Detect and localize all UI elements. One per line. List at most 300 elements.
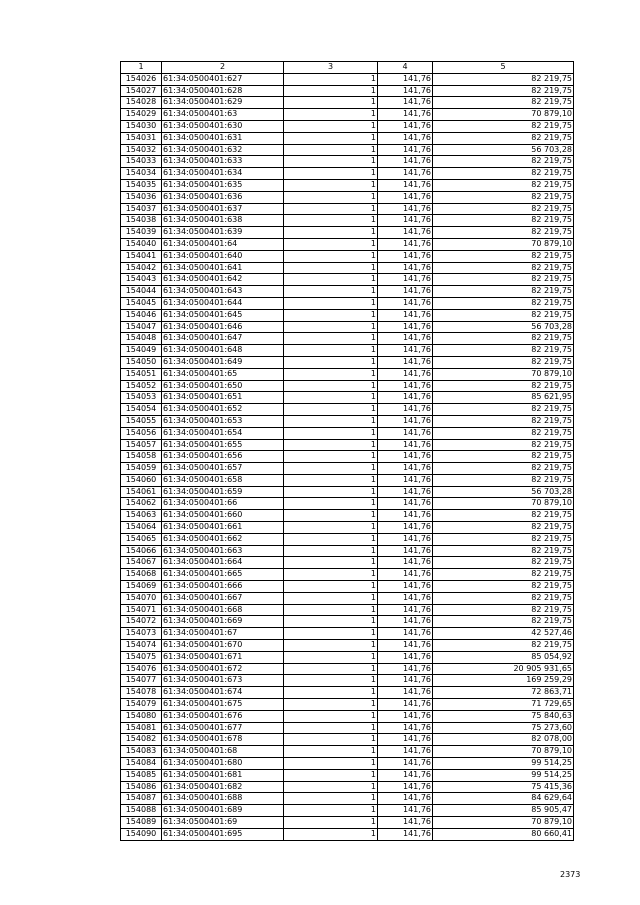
table-cell: 1	[284, 345, 378, 357]
table-cell: 141,76	[378, 510, 433, 522]
table-cell: 141,76	[378, 545, 433, 557]
table-cell: 61:34:0500401:689	[162, 805, 284, 817]
table-cell: 82 219,75	[433, 345, 574, 357]
table-cell: 1	[284, 250, 378, 262]
table-row	[121, 144, 574, 156]
table-cell: 154056	[121, 427, 162, 439]
table-cell: 1	[284, 85, 378, 97]
table-cell: 141,76	[378, 168, 433, 180]
table-row	[121, 274, 574, 286]
table-cell: 82 219,75	[433, 333, 574, 345]
table-row	[121, 616, 574, 628]
table-cell: 1	[284, 722, 378, 734]
table-cell: 141,76	[378, 628, 433, 640]
table-cell: 1	[284, 628, 378, 640]
table-cell: 61:34:0500401:668	[162, 604, 284, 616]
table-cell: 1	[284, 805, 378, 817]
table-cell: 61:34:0500401:660	[162, 510, 284, 522]
table-cell: 141,76	[378, 699, 433, 711]
table-cell: 141,76	[378, 392, 433, 404]
table-cell: 61:34:0500401:627	[162, 73, 284, 85]
table-cell: 1	[284, 817, 378, 829]
table-cell: 1	[284, 758, 378, 770]
table-cell: 141,76	[378, 522, 433, 534]
table-cell: 1	[284, 710, 378, 722]
table-cell: 141,76	[378, 109, 433, 121]
table-cell: 61:34:0500401:682	[162, 781, 284, 793]
table-cell: 154032	[121, 144, 162, 156]
table-cell: 61:34:0500401:672	[162, 663, 284, 675]
table-cell: 61:34:0500401:695	[162, 828, 284, 840]
table-cell: 141,76	[378, 828, 433, 840]
table-row	[121, 522, 574, 534]
table-cell: 141,76	[378, 734, 433, 746]
table-cell: 1	[284, 522, 378, 534]
table-cell: 61:34:0500401:655	[162, 439, 284, 451]
table-cell: 141,76	[378, 557, 433, 569]
table-cell: 154050	[121, 356, 162, 368]
table-row	[121, 710, 574, 722]
table-cell: 154055	[121, 415, 162, 427]
table-cell: 154046	[121, 309, 162, 321]
table-cell: 1	[284, 663, 378, 675]
table-cell: 1	[284, 427, 378, 439]
table-cell: 82 219,75	[433, 522, 574, 534]
table-cell: 141,76	[378, 274, 433, 286]
table-cell: 1	[284, 415, 378, 427]
table-row	[121, 215, 574, 227]
table-cell: 141,76	[378, 604, 433, 616]
table-cell: 1	[284, 168, 378, 180]
table-cell: 61:34:0500401:66	[162, 498, 284, 510]
table-cell: 154084	[121, 758, 162, 770]
table-cell: 141,76	[378, 498, 433, 510]
table-cell: 154088	[121, 805, 162, 817]
table-cell: 154068	[121, 569, 162, 581]
table-row	[121, 663, 574, 675]
table-cell: 154037	[121, 203, 162, 215]
table-cell: 1	[284, 769, 378, 781]
table-row	[121, 581, 574, 593]
table-cell: 141,76	[378, 592, 433, 604]
table-cell: 61:34:0500401:639	[162, 227, 284, 239]
table-cell: 61:34:0500401:670	[162, 640, 284, 652]
table-cell: 1	[284, 533, 378, 545]
table-cell: 61:34:0500401:67	[162, 628, 284, 640]
table-cell: 71 729,65	[433, 699, 574, 711]
table-cell: 141,76	[378, 569, 433, 581]
table-cell: 169 259,29	[433, 675, 574, 687]
table-row	[121, 321, 574, 333]
table-row	[121, 510, 574, 522]
table-cell: 154077	[121, 675, 162, 687]
table-row	[121, 262, 574, 274]
table-cell: 154051	[121, 368, 162, 380]
table-cell: 154054	[121, 404, 162, 416]
table-cell: 154085	[121, 769, 162, 781]
table-cell: 61:34:0500401:673	[162, 675, 284, 687]
table-cell: 154063	[121, 510, 162, 522]
table-cell: 141,76	[378, 817, 433, 829]
table-cell: 1	[284, 604, 378, 616]
table-cell: 61:34:0500401:634	[162, 168, 284, 180]
table-cell: 85 905,47	[433, 805, 574, 817]
table-cell: 141,76	[378, 722, 433, 734]
table-row	[121, 85, 574, 97]
table-cell: 70 879,10	[433, 498, 574, 510]
table-cell: 141,76	[378, 156, 433, 168]
table-cell: 1	[284, 380, 378, 392]
table-cell: 154045	[121, 297, 162, 309]
table-cell: 141,76	[378, 663, 433, 675]
table-cell: 61:34:0500401:671	[162, 651, 284, 663]
table-cell: 75 273,60	[433, 722, 574, 734]
table-cell: 141,76	[378, 333, 433, 345]
table-cell: 141,76	[378, 781, 433, 793]
table-cell: 1	[284, 828, 378, 840]
table-row	[121, 368, 574, 380]
table-cell: 82 219,75	[433, 439, 574, 451]
table-cell: 61:34:0500401:669	[162, 616, 284, 628]
table-cell: 70 879,10	[433, 368, 574, 380]
table-cell: 154086	[121, 781, 162, 793]
table-cell: 154026	[121, 73, 162, 85]
table-cell: 61:34:0500401:680	[162, 758, 284, 770]
table-cell: 61:34:0500401:647	[162, 333, 284, 345]
table-cell: 61:34:0500401:646	[162, 321, 284, 333]
table-cell: 154029	[121, 109, 162, 121]
table-row	[121, 722, 574, 734]
table-cell: 154081	[121, 722, 162, 734]
table-cell: 82 219,75	[433, 227, 574, 239]
table-cell: 82 219,75	[433, 415, 574, 427]
table-cell: 154090	[121, 828, 162, 840]
table-cell: 141,76	[378, 345, 433, 357]
table-row	[121, 380, 574, 392]
table-cell: 85 621,95	[433, 392, 574, 404]
table-cell: 82 219,75	[433, 604, 574, 616]
table-cell: 154078	[121, 687, 162, 699]
table-cell: 61:34:0500401:68	[162, 746, 284, 758]
table-cell: 1	[284, 368, 378, 380]
table-cell: 82 219,75	[433, 262, 574, 274]
table-cell: 61:34:0500401:630	[162, 120, 284, 132]
table-cell: 61:34:0500401:659	[162, 486, 284, 498]
table-cell: 141,76	[378, 793, 433, 805]
table-cell: 141,76	[378, 191, 433, 203]
table-cell: 141,76	[378, 144, 433, 156]
table-cell: 141,76	[378, 85, 433, 97]
table-row	[121, 250, 574, 262]
table-cell: 61:34:0500401:64	[162, 238, 284, 250]
table-cell: 61:34:0500401:641	[162, 262, 284, 274]
table-cell: 1	[284, 404, 378, 416]
table-cell: 82 219,75	[433, 97, 574, 109]
table-cell: 61:34:0500401:662	[162, 533, 284, 545]
table-row	[121, 675, 574, 687]
table-cell: 154034	[121, 168, 162, 180]
table-cell: 1	[284, 581, 378, 593]
table-cell: 141,76	[378, 616, 433, 628]
table-cell: 61:34:0500401:674	[162, 687, 284, 699]
table-row	[121, 463, 574, 475]
table-cell: 141,76	[378, 710, 433, 722]
table-cell: 1	[284, 203, 378, 215]
column-header: 3	[284, 62, 378, 74]
table-cell: 61:34:0500401:63	[162, 109, 284, 121]
table-cell: 154035	[121, 179, 162, 191]
table-cell: 154047	[121, 321, 162, 333]
table-cell: 82 219,75	[433, 592, 574, 604]
table-cell: 154064	[121, 522, 162, 534]
table-cell: 1	[284, 557, 378, 569]
table-cell: 61:34:0500401:631	[162, 132, 284, 144]
table-cell: 61:34:0500401:65	[162, 368, 284, 380]
table-cell: 70 879,10	[433, 817, 574, 829]
table-cell: 154028	[121, 97, 162, 109]
table-cell: 1	[284, 297, 378, 309]
table-cell: 56 703,28	[433, 144, 574, 156]
table-cell: 82 219,75	[433, 203, 574, 215]
table-cell: 82 219,75	[433, 156, 574, 168]
table-cell: 72 863,71	[433, 687, 574, 699]
table-row	[121, 191, 574, 203]
table-cell: 61:34:0500401:678	[162, 734, 284, 746]
table-row	[121, 439, 574, 451]
table-cell: 61:34:0500401:633	[162, 156, 284, 168]
table-row	[121, 734, 574, 746]
table-row	[121, 415, 574, 427]
table-cell: 61:34:0500401:681	[162, 769, 284, 781]
table-cell: 82 219,75	[433, 533, 574, 545]
table-cell: 61:34:0500401:688	[162, 793, 284, 805]
table-cell: 154039	[121, 227, 162, 239]
table-cell: 154052	[121, 380, 162, 392]
table-cell: 61:34:0500401:656	[162, 451, 284, 463]
table-cell: 1	[284, 262, 378, 274]
table-cell: 61:34:0500401:649	[162, 356, 284, 368]
table-row	[121, 451, 574, 463]
table-cell: 70 879,10	[433, 238, 574, 250]
table-row	[121, 746, 574, 758]
table-cell: 1	[284, 616, 378, 628]
table-cell: 61:34:0500401:653	[162, 415, 284, 427]
data-table	[120, 61, 574, 841]
table-cell: 141,76	[378, 321, 433, 333]
table-cell: 61:34:0500401:637	[162, 203, 284, 215]
table-cell: 154067	[121, 557, 162, 569]
table-cell: 42 527,46	[433, 628, 574, 640]
table-cell: 141,76	[378, 356, 433, 368]
table-cell: 141,76	[378, 380, 433, 392]
table-cell: 154036	[121, 191, 162, 203]
table-row	[121, 793, 574, 805]
table-cell: 141,76	[378, 651, 433, 663]
table-cell: 1	[284, 439, 378, 451]
table-cell: 141,76	[378, 179, 433, 191]
table-cell: 82 219,75	[433, 85, 574, 97]
table-cell: 61:34:0500401:640	[162, 250, 284, 262]
table-cell: 82 219,75	[433, 286, 574, 298]
table-cell: 141,76	[378, 746, 433, 758]
table-cell: 154030	[121, 120, 162, 132]
table-cell: 61:34:0500401:651	[162, 392, 284, 404]
table-cell: 154061	[121, 486, 162, 498]
table-cell: 61:34:0500401:661	[162, 522, 284, 534]
table-row	[121, 392, 574, 404]
table-cell: 154040	[121, 238, 162, 250]
table-cell: 154031	[121, 132, 162, 144]
table-cell: 61:34:0500401:658	[162, 474, 284, 486]
table-cell: 1	[284, 592, 378, 604]
table-cell: 61:34:0500401:632	[162, 144, 284, 156]
table-cell: 1	[284, 545, 378, 557]
table-row	[121, 781, 574, 793]
table-body	[121, 73, 574, 840]
table-cell: 80 660,41	[433, 828, 574, 840]
table-row	[121, 404, 574, 416]
table-row	[121, 769, 574, 781]
table-cell: 61:34:0500401:643	[162, 286, 284, 298]
table-cell: 61:34:0500401:664	[162, 557, 284, 569]
table-row	[121, 474, 574, 486]
table-cell: 1	[284, 321, 378, 333]
table-cell: 82 078,00	[433, 734, 574, 746]
table-row	[121, 286, 574, 298]
table-cell: 82 219,75	[433, 404, 574, 416]
table-cell: 141,76	[378, 687, 433, 699]
table-cell: 70 879,10	[433, 109, 574, 121]
table-cell: 154060	[121, 474, 162, 486]
table-cell: 1	[284, 498, 378, 510]
table-cell: 154071	[121, 604, 162, 616]
table-cell: 1	[284, 392, 378, 404]
table-cell: 141,76	[378, 215, 433, 227]
table-cell: 1	[284, 486, 378, 498]
table-cell: 154073	[121, 628, 162, 640]
table-cell: 82 219,75	[433, 640, 574, 652]
table-cell: 154080	[121, 710, 162, 722]
table-row	[121, 356, 574, 368]
table-row	[121, 828, 574, 840]
table-cell: 61:34:0500401:645	[162, 309, 284, 321]
table-row	[121, 345, 574, 357]
table-row	[121, 758, 574, 770]
table-row	[121, 569, 574, 581]
table-row	[121, 628, 574, 640]
table-cell: 141,76	[378, 675, 433, 687]
table-cell: 154075	[121, 651, 162, 663]
table-cell: 99 514,25	[433, 758, 574, 770]
table-cell: 154062	[121, 498, 162, 510]
table-row	[121, 640, 574, 652]
table-row	[121, 297, 574, 309]
table-cell: 141,76	[378, 120, 433, 132]
table-cell: 61:34:0500401:635	[162, 179, 284, 191]
table-cell: 154048	[121, 333, 162, 345]
table-cell: 1	[284, 474, 378, 486]
table-cell: 20 905 931,65	[433, 663, 574, 675]
table-row	[121, 203, 574, 215]
table-cell: 61:34:0500401:629	[162, 97, 284, 109]
table-cell: 82 219,75	[433, 463, 574, 475]
table-cell: 141,76	[378, 427, 433, 439]
table-cell: 61:34:0500401:665	[162, 569, 284, 581]
table-cell: 70 879,10	[433, 746, 574, 758]
table-cell: 154043	[121, 274, 162, 286]
table-row	[121, 592, 574, 604]
table-row	[121, 168, 574, 180]
table-cell: 141,76	[378, 474, 433, 486]
column-header: 1	[121, 62, 162, 74]
table-cell: 1	[284, 191, 378, 203]
table-cell: 82 219,75	[433, 191, 574, 203]
table-cell: 154065	[121, 533, 162, 545]
table-cell: 141,76	[378, 238, 433, 250]
table-cell: 1	[284, 109, 378, 121]
table-cell: 61:34:0500401:652	[162, 404, 284, 416]
table-cell: 61:34:0500401:666	[162, 581, 284, 593]
table-cell: 61:34:0500401:628	[162, 85, 284, 97]
table-row	[121, 238, 574, 250]
table-cell: 154053	[121, 392, 162, 404]
table-cell: 154027	[121, 85, 162, 97]
table-cell: 61:34:0500401:675	[162, 699, 284, 711]
table-cell: 56 703,28	[433, 486, 574, 498]
page-number: 2373	[560, 870, 581, 879]
table-cell: 141,76	[378, 262, 433, 274]
table-cell: 1	[284, 793, 378, 805]
table-cell: 1	[284, 510, 378, 522]
table-cell: 1	[284, 132, 378, 144]
column-header: 4	[378, 62, 433, 74]
table-row	[121, 109, 574, 121]
table-cell: 141,76	[378, 758, 433, 770]
table-cell: 154079	[121, 699, 162, 711]
table-cell: 82 219,75	[433, 545, 574, 557]
table-row	[121, 817, 574, 829]
table-cell: 99 514,25	[433, 769, 574, 781]
table-row	[121, 498, 574, 510]
table-row	[121, 227, 574, 239]
table-cell: 141,76	[378, 463, 433, 475]
table-cell: 1	[284, 286, 378, 298]
table-cell: 141,76	[378, 581, 433, 593]
table-cell: 154072	[121, 616, 162, 628]
table-cell: 61:34:0500401:648	[162, 345, 284, 357]
table-cell: 82 219,75	[433, 427, 574, 439]
table-cell: 141,76	[378, 132, 433, 144]
table-cell: 154044	[121, 286, 162, 298]
table-row	[121, 545, 574, 557]
table-cell: 82 219,75	[433, 380, 574, 392]
table-cell: 141,76	[378, 286, 433, 298]
table-cell: 1	[284, 97, 378, 109]
table-cell: 82 219,75	[433, 569, 574, 581]
table-cell: 82 219,75	[433, 215, 574, 227]
table-cell: 141,76	[378, 227, 433, 239]
table-row	[121, 486, 574, 498]
table-row	[121, 805, 574, 817]
table-cell: 82 219,75	[433, 581, 574, 593]
table-cell: 84 629,64	[433, 793, 574, 805]
table-cell: 82 219,75	[433, 474, 574, 486]
table-cell: 141,76	[378, 533, 433, 545]
table-cell: 1	[284, 687, 378, 699]
table-cell: 141,76	[378, 415, 433, 427]
table-cell: 1	[284, 651, 378, 663]
table-cell: 154082	[121, 734, 162, 746]
